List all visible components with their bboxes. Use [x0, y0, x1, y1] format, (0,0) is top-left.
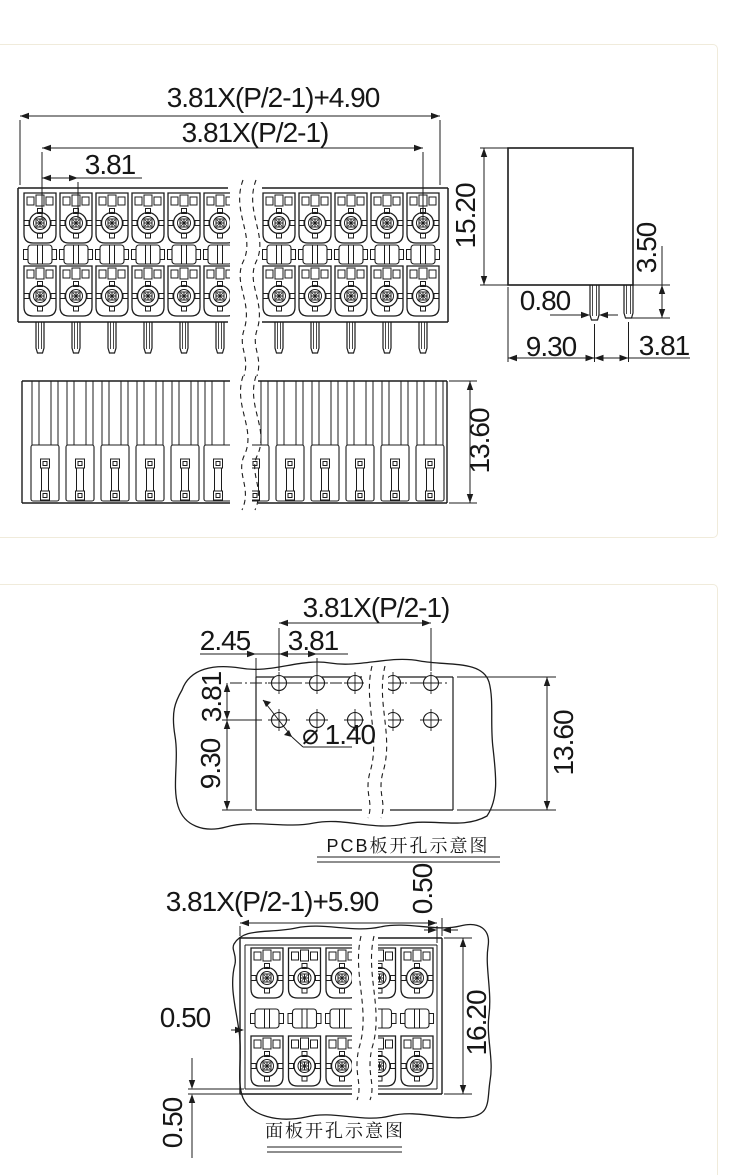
dim-front-inner-width: 3.81X(P/2-1): [181, 117, 329, 148]
dim-panel-clearance-top: 0.50: [407, 863, 438, 915]
dim-front-pitch: 3.81: [84, 149, 136, 180]
dim-pcb-row-to-edge: 9.30: [195, 738, 226, 790]
dim-pcb-edge-to-hole: 2.45: [199, 625, 251, 656]
dim-front-total-width: 3.81X(P/2-1)+4.90: [166, 82, 380, 113]
dim-side-body-to-pin: 9.30: [525, 331, 577, 362]
dim-side-height: 15.20: [450, 183, 481, 249]
dim-pcb-hole-pitch: 3.81: [287, 625, 339, 656]
dim-bottom-depth: 13.60: [464, 408, 495, 474]
dim-panel-cutout-height: 16.20: [461, 990, 492, 1056]
dim-pcb-board-height: 13.60: [548, 710, 579, 776]
dim-pcb-hole-diameter: ⌀ 1.40: [302, 719, 376, 750]
pcb-view-caption: PCB板开孔示意图: [326, 836, 490, 856]
dim-panel-clearance-left: 0.50: [159, 1002, 211, 1033]
dim-pcb-row-spacing: 3.81: [196, 671, 227, 723]
panel-view-caption: 面板开孔示意图: [265, 1121, 405, 1141]
dim-side-pin-length: 3.50: [631, 222, 662, 274]
dim-pcb-hole-span: 3.81X(P/2-1): [302, 592, 450, 623]
dim-side-pin-width: 0.80: [519, 285, 571, 316]
dim-side-pin-spacing: 3.81: [638, 330, 690, 361]
dim-panel-cutout-width: 3.81X(P/2-1)+5.90: [165, 886, 379, 917]
dim-panel-clearance-bottom: 0.50: [157, 1097, 188, 1149]
